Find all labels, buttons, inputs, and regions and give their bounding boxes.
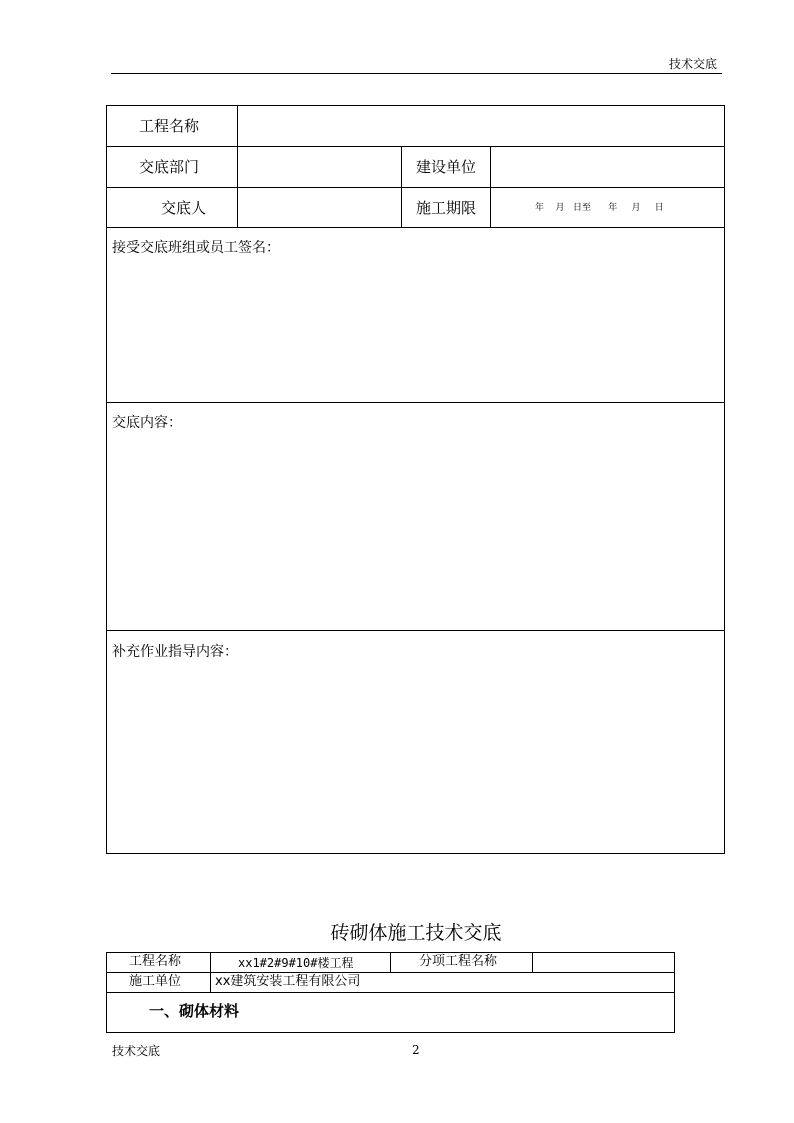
page-header-title: 技术交底 <box>669 57 718 71</box>
form-row-divider <box>107 402 724 403</box>
info-unit-label: 施工单位 <box>129 974 182 989</box>
info-project-value: xx1#2#9#10#楼工程 <box>238 956 354 970</box>
form-row-divider <box>107 227 724 228</box>
form-col-divider <box>401 146 402 227</box>
info-row-divider <box>107 992 674 993</box>
info-col-divider <box>532 953 533 972</box>
form-row-divider <box>107 187 724 188</box>
signatures-label: 接受交底班组或员工签名： <box>112 240 280 256</box>
info-subproject-label: 分项工程名称 <box>419 954 498 969</box>
period-label: 施工期限 <box>416 199 477 217</box>
handover-form-table <box>106 105 725 854</box>
form-row-divider <box>107 146 724 147</box>
document-title: 砖砌体施工技术交底 <box>330 922 502 944</box>
masonry-info-table <box>106 952 675 1033</box>
info-row-divider <box>107 972 674 973</box>
info-col-divider <box>210 953 211 992</box>
content-label: 交底内容： <box>112 415 182 431</box>
info-col-divider <box>390 953 391 972</box>
info-unit-value: xx建筑安装工程有限公司 <box>215 974 361 989</box>
form-col-divider <box>237 106 238 227</box>
page-number: 2 <box>412 1043 420 1057</box>
footer-title: 技术交底 <box>112 1044 161 1058</box>
header-rule <box>111 73 722 74</box>
presenter-label: 交底人 <box>161 199 207 217</box>
section-heading: 一、砌体材料 <box>149 1002 240 1020</box>
project-name-label: 工程名称 <box>139 117 200 135</box>
supplement-label: 补充作业指导内容： <box>112 644 238 660</box>
info-project-label: 工程名称 <box>129 954 182 969</box>
dept-label: 交底部门 <box>139 158 200 176</box>
form-row-divider <box>107 630 724 631</box>
period-value: 年 月 日至 年 月 日 <box>535 203 664 213</box>
form-col-divider <box>490 146 491 227</box>
builder-label: 建设单位 <box>416 158 477 176</box>
